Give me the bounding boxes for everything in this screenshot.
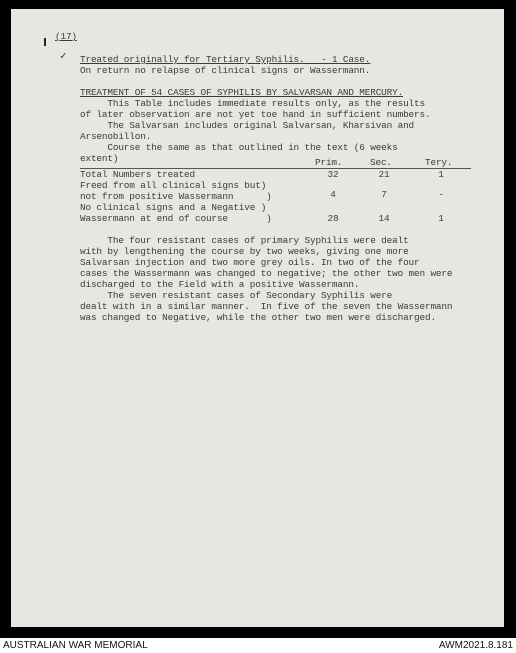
tertiary-line-1: Treated originally for Tertiary Syphilis. - 1 Case. — [80, 54, 371, 65]
cell-tery: 1 — [438, 169, 444, 180]
cell-prim: 4 — [330, 189, 336, 200]
paragraph-1-line-4: cases the Wassermann was changed to negative; the other two men were — [80, 268, 453, 279]
intro-line-5: Course the same as that outlined in the text (6 weeks — [80, 142, 398, 153]
tick-mark: ✓ — [60, 51, 67, 63]
intro-line-4: Arsenobillon. — [80, 131, 152, 142]
cell-tery: - — [438, 189, 444, 200]
column-header-sec: Sec. — [370, 157, 392, 168]
paragraph-1-line-3: Salvarsan injection and two more grey oils. In two of the four — [80, 257, 420, 268]
cell-sec: 7 — [381, 189, 387, 200]
footer-accession-number: AWM2021.8.181 — [438, 640, 513, 651]
intro-line-6: extent) — [80, 153, 119, 164]
paragraph-2-line-2: dealt with in a similar manner. In five of the seven the Wassermann — [80, 301, 453, 312]
footer-bar — [0, 638, 516, 653]
paragraph-2-line-3: was changed to Negative, while the other two men were discharged. — [80, 312, 436, 323]
tertiary-line-2: On return no relapse of clinical signs or Wassermann. — [80, 65, 371, 76]
row-label: No clinical signs and a Negative ) — [80, 202, 267, 213]
document-page — [11, 9, 504, 627]
row-label: Freed from all clinical signs but) — [80, 180, 267, 191]
cell-sec: 14 — [378, 213, 390, 224]
intro-line-1: This Table includes immediate results only, as the results — [80, 98, 425, 109]
row-label: Wassermann at end of course ) — [80, 213, 272, 224]
ink-mark — [44, 38, 46, 46]
row-label: Total Numbers treated — [80, 169, 195, 180]
paragraph-1-line-1: The four resistant cases of primary Syphilis were dealt — [80, 235, 409, 246]
intro-line-3: The Salvarsan includes original Salvarsan, Kharsivan and — [80, 120, 415, 131]
row-label: not from positive Wassermann ) — [80, 191, 272, 202]
paragraph-1-line-2: with by lengthening the course by two weeks, giving one more — [80, 246, 409, 257]
column-header-tery: Tery. — [425, 157, 453, 168]
cell-prim: 28 — [327, 213, 339, 224]
cell-sec: 21 — [378, 169, 390, 180]
footer-institution: AUSTRALIAN WAR MEMORIAL — [3, 640, 148, 651]
paragraph-2-line-1: The seven resistant cases of Secondary Syphilis were — [80, 290, 393, 301]
intro-line-2: of later observation are not yet toe hand in sufficient numbers. — [80, 109, 431, 120]
cell-prim: 32 — [327, 169, 339, 180]
section-heading: TREATMENT OF 54 CASES OF SYPHILIS BY SALVARSAN AND MERCURY. — [80, 87, 404, 98]
cell-tery: 1 — [438, 213, 444, 224]
page-number: (17) — [55, 31, 77, 42]
column-header-prim: Prim. — [315, 157, 343, 168]
paragraph-1-line-5: discharged to the Field with a positive Wassermann. — [80, 279, 360, 290]
